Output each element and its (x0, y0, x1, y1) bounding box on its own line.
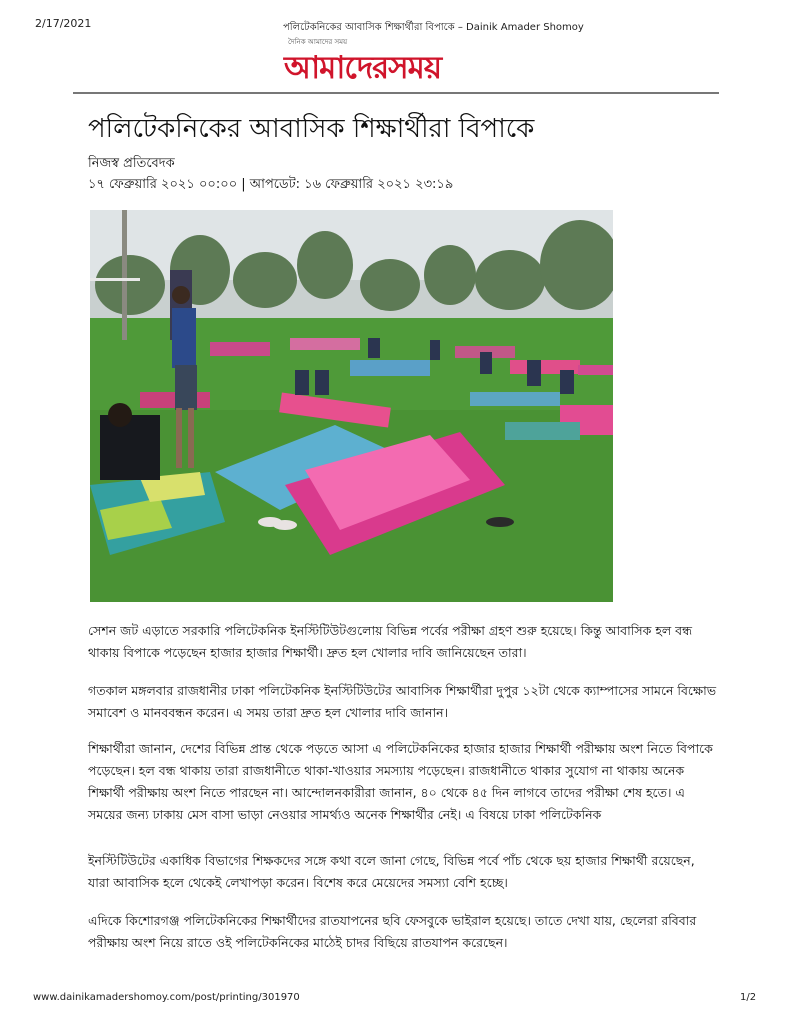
article-paragraph-2: গতকাল মঙ্গলবার রাজধানীর ঢাকা পলিটেকনিক ইনস্টিটিউটের আবাসিক শিক্ষার্থীরা দুপুর ১২টা থেকে ক্যাম্পাসের সামনে বিক্ষোভ সমাবেশ ও মানববন্ধন করেন। এ সময় তারা দ্রুত হল খোলার দাবি জানান। (88, 683, 717, 720)
header-divider (73, 92, 719, 94)
print-header (0, 17, 791, 33)
article-paragraph-1: সেশন জট এড়াতে সরকারি পলিটেকনিক ইনস্টিটিউটগুলোয় বিভিন্ন পর্বের পরীক্ষা গ্রহণ শুরু হয়েছে। কিন্তু আবাসিক হল বন্ধ থাকায় বিপাকে পড়েছেন হাজার হাজার শিক্ষার্থী। দ্রুত হল খোলার দাবি জানিয়েছেন তারা। (88, 623, 693, 660)
masthead-tagline: দৈনিক আমাদের সময় (288, 38, 348, 46)
article-paragraph-3: শিক্ষার্থীরা জানান, দেশের বিভিন্ন প্রান্ত থেকে পড়তে আসা এ পলিটেকনিকের হাজার হাজার শিক্ষার্থী পরীক্ষায় অংশ নিতে বিপাকে পড়েছেন। হল বন্ধ থাকায় তারা রাজধানীতে থাকা-খাওয়ার সমস্যায় পড়েছেন। রাজধানীতে থাকার সুযোগ না থাকায় অনেক শিক্ষার্থী পরীক্ষায় অংশ নিতে পারছেন না। আন্দোলনকারীরা জানান, ৪০ থেকে ৪৫ দিন লাগবে তাদের পরীক্ষা শেষ হতে। এ সময়ের জন্য ঢাকায় মেস বাসা ভাড়া নেওয়ার সামর্থ্যও অনেক শিক্ষার্থীর নেই। এ বিষয়ে ঢাকা পলিটেকনিক (88, 741, 713, 822)
article-paragraph-4: ইনস্টিটিউটের একাধিক বিভাগের শিক্ষকদের সঙ্গে কথা বলে জানা গেছে, বিভিন্ন পর্বে পাঁচ থেকে ছয় হাজার শিক্ষার্থী রয়েছেন, যারা আবাসিক হলে থেকেই লেখাপড়া করেন। বিশেষ করে মেয়েদের সমস্যা বেশি হচ্ছে। (88, 853, 695, 890)
article-byline: নিজস্ব প্রতিবেদক (88, 156, 175, 171)
masthead-logo-text: আমাদেরসময় (284, 50, 442, 86)
print-page-number: 1/2 (740, 992, 757, 1003)
print-date: 2/17/2021 (35, 17, 92, 30)
article-paragraph-5: এদিকে কিশোরগঞ্জ পলিটেকনিকের শিক্ষার্থীদের রাতযাপনের ছবি ফেসবুকে ভাইরাল হয়েছে। তাতে দেখা যায়, ছেলেরা রবিবার পরীক্ষায় অংশ নিয়ে রাতে ওই পলিটেকনিকের মাঠেই চাদর বিছিয়ে রাতযাপন করেছেন। (88, 913, 697, 950)
article-headline: পলিটেকনিকের আবাসিক শিক্ষার্থীরা বিপাকে (88, 114, 535, 144)
print-footer-url: www.dainikamadershomoy.com/post/printing/301970 (33, 992, 300, 1003)
article-dateline: ১৭ ফেব্রুয়ারি ২০২১ ০০:০০ | আপডেট: ১৬ ফেব্রুয়ারি ২০২১ ২৩:১৯ (88, 177, 454, 192)
print-page-title: পলিটেকনিকের আবাসিক শিক্ষার্থীরা বিপাকে – Dainik Amader Shomoy (283, 22, 584, 33)
article-photo (90, 210, 613, 602)
masthead-logo[interactable] (284, 36, 514, 86)
